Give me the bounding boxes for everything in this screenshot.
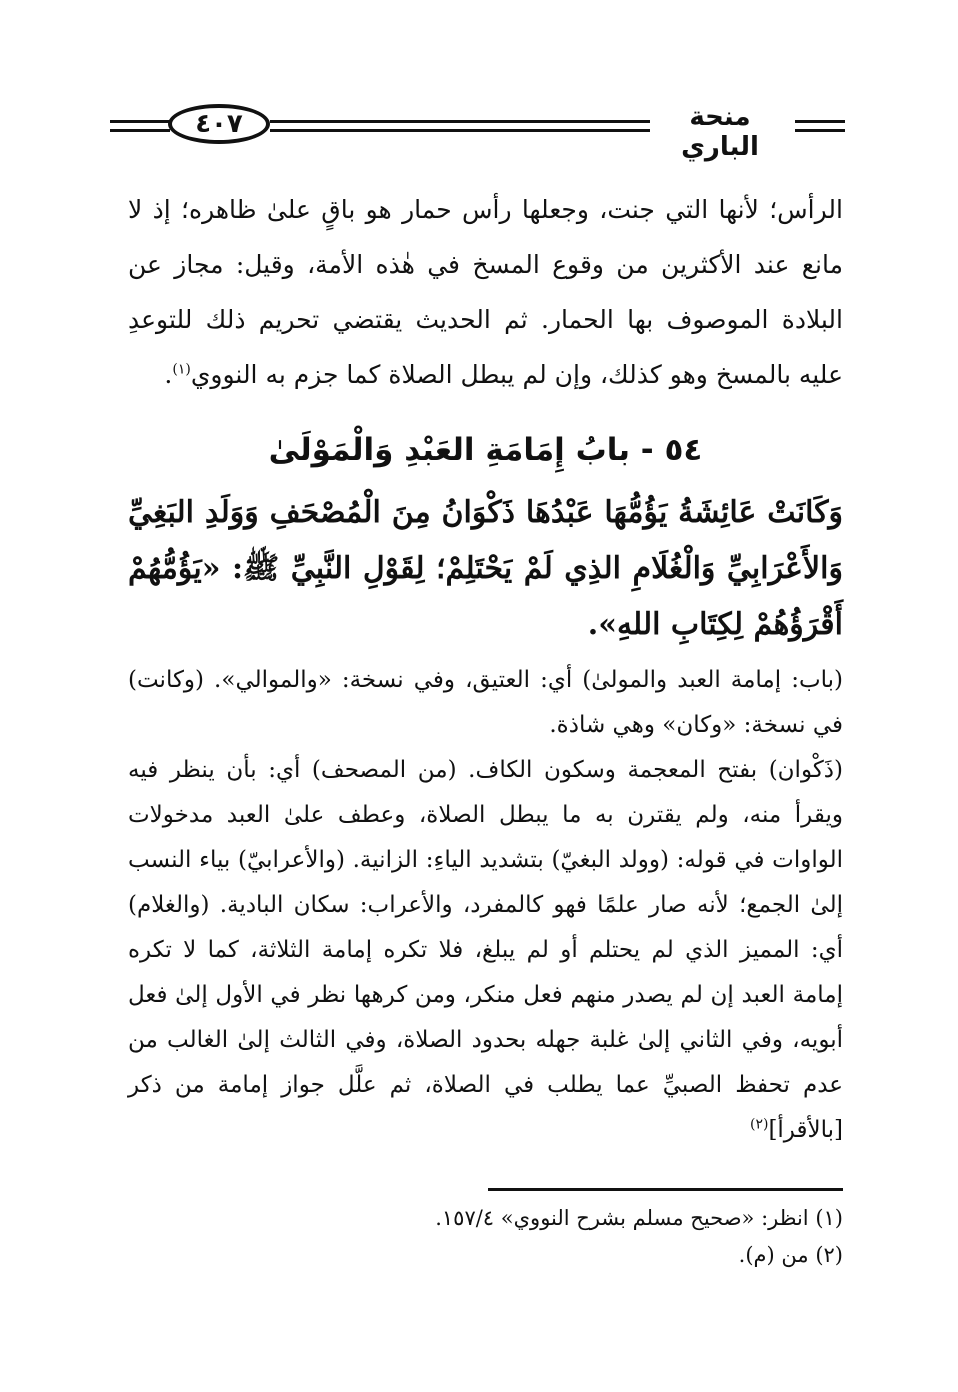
opening-paragraph-text: الرأس؛ لأنها التي جنت، وجعلها رأس حمار هو باقٍ علىٰ ظاهره؛ إذ لا مانع عند الأكثرين من وقوع المسخ في هٰذه الأمة، وقيل: مجاز عن البلادة الموصوف بها الحمار. ثم الحديث يقتضي تحريم ذلك للتوعدِ عليه بالمسخ وهو كذلك، وإن لم يبطل الصلاة كما جزم به النووي bbox=[128, 195, 843, 389]
commentary bbox=[128, 658, 843, 1153]
page-header bbox=[110, 96, 845, 166]
commentary-paragraph-1: (باب: إمامة العبد والمولىٰ) أي: العتيق، وفي نسخة: «والموالي». (وكانت) في نسخة: «وكان» وهي شاذة. bbox=[128, 667, 843, 738]
commentary-paragraph-2-text: (ذَكْوان) بفتح المعجمة وسكون الكاف. (من المصحف) أي: بأن ينظر فيه ويقرأ منه، ولم يقترن به ما يبطل الصلاة، وعطف علىٰ العبد مدخولات الواوات في قوله: (وولد البغيّ) بتشديد الياءِ: الزانية. (والأعرابيّ) بياء النسب إلىٰ الجمع؛ لأنه صار علمًا فهو كالمفرد، والأعراب: سكان البادية. (والغلام) أي: المميز الذي لم يحتلم أو لم يبلغ، فلا تكره إمامة الثلاثة، كما لا تكره إمامة العبد إن لم يصدر منهم فعل منكر، ومن كرهها نظر في الأول إلىٰ فعل أبويه، وفي الثاني إلىٰ غلبة جهله بحدود الصلاة، وفي الثالث إلىٰ الغالب من عدم تحفظ الصبيِّ عما يطلب في الصلاة، ثم علَّل جواز إمامة من ذكر [بالأقرأ] bbox=[128, 757, 843, 1143]
footnote-ref-2: (٢) bbox=[749, 1116, 769, 1133]
footnote-ref-1: (١) bbox=[172, 361, 191, 378]
opening-paragraph-end: . bbox=[164, 360, 173, 389]
opening-paragraph bbox=[128, 182, 843, 402]
hadith-matn: وَكَانَتْ عَائِشَةُ يَؤُمُّهَا عَبْدُهَا ذَكْوَانُ مِنَ الْمُصْحَفِ وَوَلَدِ البَغِيِّ وَالأَعْرَابِيِّ وَالْغُلَامِ الذِي لَمْ يَحْتَلِمْ؛ لِقَوْلِ النَّبِيِّ ﷺ: «يَؤُمُّهُمْ أَقْرَؤُهُمْ لِكِتَابِ اللهِ». bbox=[128, 495, 843, 642]
commentary-paragraph-2 bbox=[128, 748, 843, 1153]
footnote-2: (٢) من (م). bbox=[738, 1243, 843, 1267]
header-rule-left bbox=[110, 120, 170, 132]
page-number: ٤٠٧ bbox=[168, 104, 270, 144]
chapter-heading: ٥٤ - بابُ إِمَامَةِ العَبْدِ وَالْمَوْلَىٰ bbox=[268, 432, 703, 468]
running-title: منحة الباري bbox=[681, 102, 759, 162]
footnote-separator bbox=[488, 1188, 843, 1191]
header-rule-right bbox=[795, 120, 845, 132]
footnote-1: (١) انظر: «صحيح مسلم بشرح النووي» ١٥٧/٤. bbox=[435, 1206, 843, 1230]
header-rule-middle bbox=[270, 120, 650, 132]
